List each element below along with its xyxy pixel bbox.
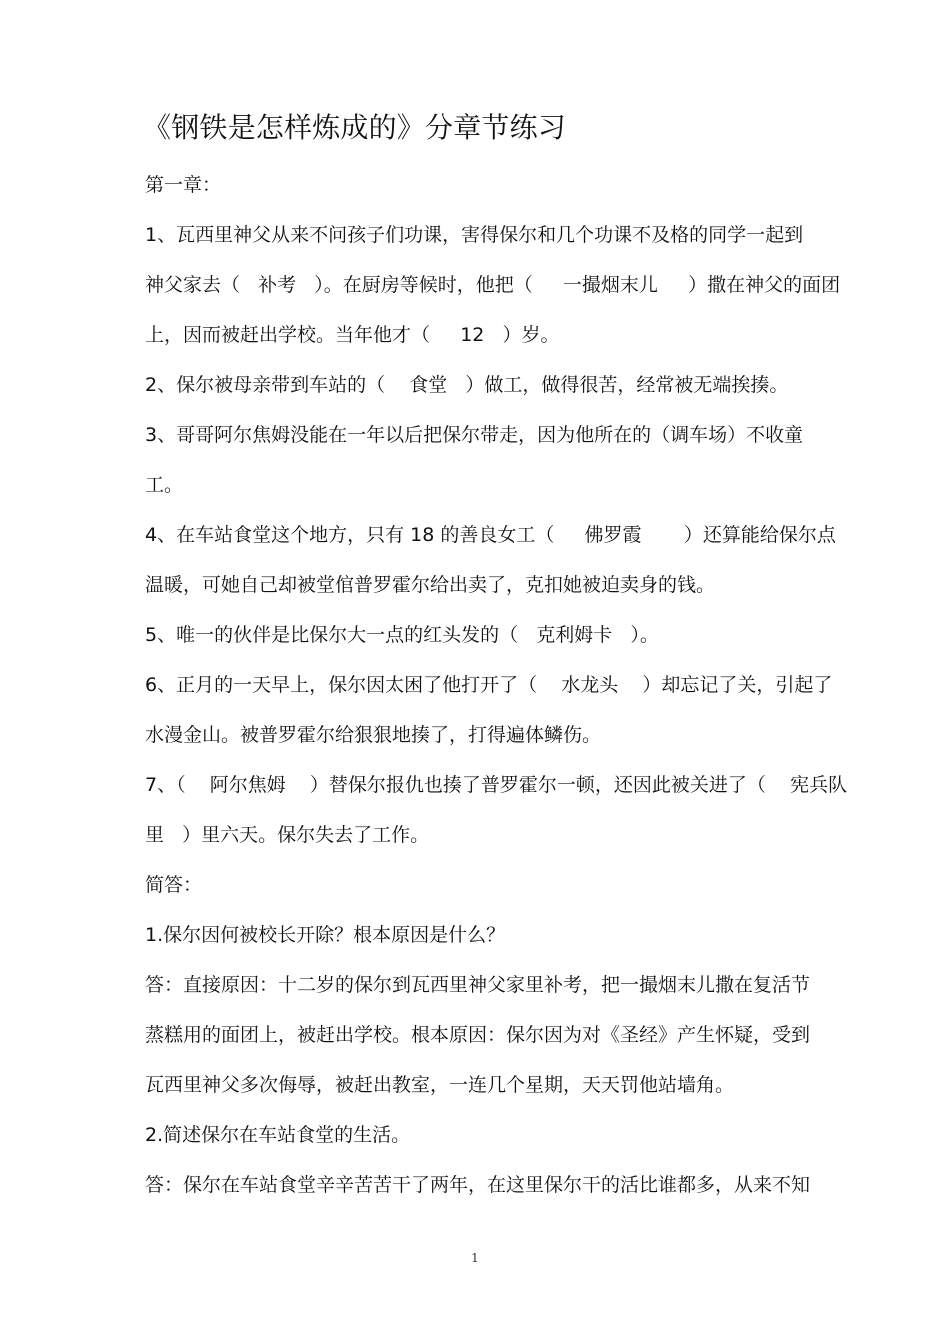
question-line: 2.简述保尔在车站食堂的生活。	[145, 1124, 411, 1146]
text-line: 工。	[145, 474, 184, 496]
text-line: 6、正月的一天早上，保尔因太困了他打开了（ 水龙头 ）却忘记了关，引起了	[145, 674, 833, 696]
text-line: 5、唯一的伙伴是比保尔大一点的红头发的（ 克利姆卡 ）。	[145, 624, 659, 646]
text-line: 神父家去（ 补考 ）。在厨房等候时，他把（ 一撮烟末儿 ）撒在神父的面团	[145, 274, 841, 296]
answer-line: 答：保尔在车站食堂辛辛苦苦干了两年，在这里保尔干的活比谁都多，从来不知	[145, 1174, 811, 1196]
text-line: 里 ）里六天。保尔失去了工作。	[145, 824, 430, 846]
page-number: 1	[471, 1251, 479, 1265]
text-line: 水漫金山。被普罗霍尔给狠狠地揍了，打得遍体鳞伤。	[145, 724, 602, 746]
document-title: 《钢铁是怎样炼成的》分章节练习	[143, 111, 567, 144]
question-line: 1.保尔因何被校长开除？根本原因是什么？	[145, 924, 506, 946]
answer-line: 蒸糕用的面团上，被赶出学校。根本原因：保尔因为对《圣经》产生怀疑，受到	[145, 1024, 811, 1046]
text-line: 7、（ 阿尔焦姆 ）替保尔报仇也揍了普罗霍尔一顿，还因此被关进了（ 宪兵队	[145, 774, 848, 796]
text-line: 上，因而被赶出学校。当年他才（ 12 ）岁。	[145, 324, 560, 346]
section-heading: 简答：	[145, 874, 203, 896]
answer-line: 答：直接原因：十二岁的保尔到瓦西里神父家里补考，把一撮烟末儿撒在复活节	[145, 974, 811, 996]
text-line: 4、在车站食堂这个地方，只有 18 的善良女工（ 佛罗霞 ）还算能给保尔点	[145, 524, 836, 546]
chapter-heading: 第一章：	[145, 174, 222, 196]
text-line: 2、保尔被母亲带到车站的（ 食堂 ）做工，做得很苦，经常被无端挨揍。	[145, 374, 789, 396]
text-line: 3、哥哥阿尔焦姆没能在一年以后把保尔带走，因为他所在的（调车场）不收童	[145, 424, 804, 446]
text-line: 1、瓦西里神父从来不问孩子们功课，害得保尔和几个功课不及格的同学一起到	[145, 224, 804, 246]
text-line: 温暖，可她自己却被堂倌普罗霍尔给出卖了，克扣她被迫卖身的钱。	[145, 574, 716, 596]
answer-line: 瓦西里神父多次侮辱，被赶出教室，一连几个星期，天天罚他站墙角。	[145, 1074, 735, 1096]
